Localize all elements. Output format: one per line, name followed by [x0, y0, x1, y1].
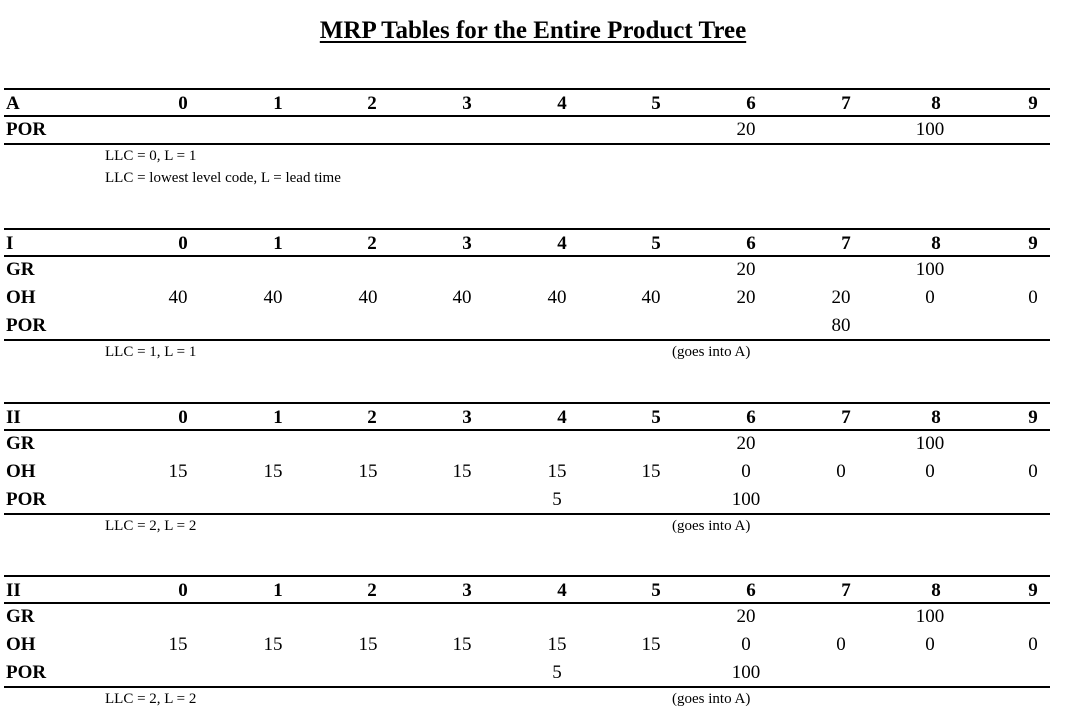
period-header: 1: [273, 93, 283, 114]
table-header-row: [4, 577, 1050, 605]
table-bottom-rule: [4, 513, 1050, 515]
table-note: LLC = 2, L = 2: [105, 691, 197, 707]
table-bottom-rule: [4, 686, 1050, 688]
table-row-gr: [4, 256, 1050, 284]
item-label: II: [6, 407, 21, 428]
row-label: POR: [6, 662, 47, 683]
table-cell: 0: [925, 287, 935, 308]
table-bottom-rule: [4, 143, 1050, 145]
table-row-gr: [4, 603, 1050, 631]
table-cell: 100: [915, 606, 945, 627]
period-header: 7: [841, 93, 851, 114]
period-header: 4: [557, 407, 567, 428]
table-cell: 40: [641, 287, 661, 308]
goes-into-note: (goes into A): [672, 691, 751, 707]
table-row-por: [4, 659, 1050, 687]
period-header: 6: [746, 580, 756, 601]
period-header: 4: [557, 580, 567, 601]
table-header-row: [4, 230, 1050, 258]
row-label: OH: [6, 287, 36, 308]
table-cell: 40: [168, 287, 188, 308]
table-cell: 40: [358, 287, 378, 308]
table-cell: 0: [1028, 287, 1038, 308]
table-cell: 20: [736, 119, 756, 140]
table-cell: 5: [552, 489, 562, 510]
period-header: 2: [367, 93, 377, 114]
table-cell: 15: [358, 634, 378, 655]
period-header: 1: [273, 407, 283, 428]
table-row-oh: [4, 458, 1050, 486]
table-cell: 80: [831, 315, 851, 336]
period-header: 5: [651, 580, 661, 601]
table-cell: 40: [547, 287, 567, 308]
period-header: 2: [367, 233, 377, 254]
period-header: 1: [273, 580, 283, 601]
table-cell: 15: [641, 634, 661, 655]
row-label: GR: [6, 433, 35, 454]
table-cell: 15: [452, 634, 472, 655]
table-cell: 15: [263, 461, 283, 482]
table-cell: 0: [1028, 461, 1038, 482]
table-row-oh: [4, 284, 1050, 312]
period-header: 0: [178, 233, 188, 254]
period-header: 7: [841, 407, 851, 428]
table-cell: 15: [168, 461, 188, 482]
table-note: LLC = 2, L = 2: [105, 518, 197, 534]
table-cell: 100: [915, 119, 945, 140]
period-header: 9: [1028, 233, 1038, 254]
table-header-row: [4, 90, 1050, 118]
item-label: II: [6, 580, 21, 601]
period-header: 6: [746, 233, 756, 254]
row-label: OH: [6, 634, 36, 655]
period-header: 5: [651, 233, 661, 254]
period-header: 4: [557, 233, 567, 254]
table-cell: 15: [358, 461, 378, 482]
period-header: 9: [1028, 407, 1038, 428]
row-label: POR: [6, 315, 47, 336]
row-label: GR: [6, 259, 35, 280]
period-header: 8: [931, 233, 941, 254]
period-header: 8: [931, 407, 941, 428]
table-cell: 20: [831, 287, 851, 308]
table-cell: 20: [736, 259, 756, 280]
table-cell: 0: [741, 634, 751, 655]
table-note: LLC = 1, L = 1: [105, 344, 197, 360]
table-header-row: [4, 404, 1050, 432]
period-header: 3: [462, 407, 472, 428]
item-label: I: [6, 233, 14, 254]
table-cell: 100: [731, 662, 761, 683]
period-header: 3: [462, 580, 472, 601]
period-header: 0: [178, 407, 188, 428]
row-label: POR: [6, 489, 47, 510]
table-note: LLC = 0, L = 1: [105, 148, 197, 164]
table-cell: 15: [547, 461, 567, 482]
table-row-por: [4, 116, 1050, 144]
period-header: 2: [367, 580, 377, 601]
item-label: A: [6, 93, 20, 114]
table-cell: 20: [736, 287, 756, 308]
period-header: 0: [178, 580, 188, 601]
row-label: OH: [6, 461, 36, 482]
table-cell: 0: [836, 634, 846, 655]
goes-into-note: (goes into A): [672, 518, 751, 534]
period-header: 3: [462, 93, 472, 114]
period-header: 4: [557, 93, 567, 114]
table-cell: 15: [641, 461, 661, 482]
table-cell: 0: [925, 634, 935, 655]
table-cell: 40: [452, 287, 472, 308]
goes-into-note: (goes into A): [672, 344, 751, 360]
period-header: 7: [841, 580, 851, 601]
table-cell: 15: [168, 634, 188, 655]
table-row-por: [4, 486, 1050, 514]
table-cell: 5: [552, 662, 562, 683]
period-header: 6: [746, 407, 756, 428]
period-header: 9: [1028, 580, 1038, 601]
table-cell: 20: [736, 606, 756, 627]
period-header: 8: [931, 580, 941, 601]
table-cell: 40: [263, 287, 283, 308]
table-cell: 100: [915, 259, 945, 280]
page-title: MRP Tables for the Entire Product Tree: [319, 17, 747, 44]
period-header: 2: [367, 407, 377, 428]
table-row-gr: [4, 430, 1050, 458]
table-row-oh: [4, 631, 1050, 659]
period-header: 8: [931, 93, 941, 114]
table-note: LLC = lowest level code, L = lead time: [105, 170, 341, 186]
table-cell: 0: [1028, 634, 1038, 655]
table-cell: 0: [741, 461, 751, 482]
period-header: 5: [651, 93, 661, 114]
table-cell: 100: [915, 433, 945, 454]
period-header: 6: [746, 93, 756, 114]
table-cell: 20: [736, 433, 756, 454]
table-cell: 100: [731, 489, 761, 510]
table-row-por: [4, 312, 1050, 340]
period-header: 1: [273, 233, 283, 254]
row-label: POR: [6, 119, 47, 140]
period-header: 0: [178, 93, 188, 114]
table-cell: 0: [836, 461, 846, 482]
table-cell: 15: [452, 461, 472, 482]
table-cell: 15: [263, 634, 283, 655]
period-header: 9: [1028, 93, 1038, 114]
period-header: 5: [651, 407, 661, 428]
table-bottom-rule: [4, 339, 1050, 341]
row-label: GR: [6, 606, 35, 627]
table-cell: 15: [547, 634, 567, 655]
period-header: 7: [841, 233, 851, 254]
table-cell: 0: [925, 461, 935, 482]
period-header: 3: [462, 233, 472, 254]
